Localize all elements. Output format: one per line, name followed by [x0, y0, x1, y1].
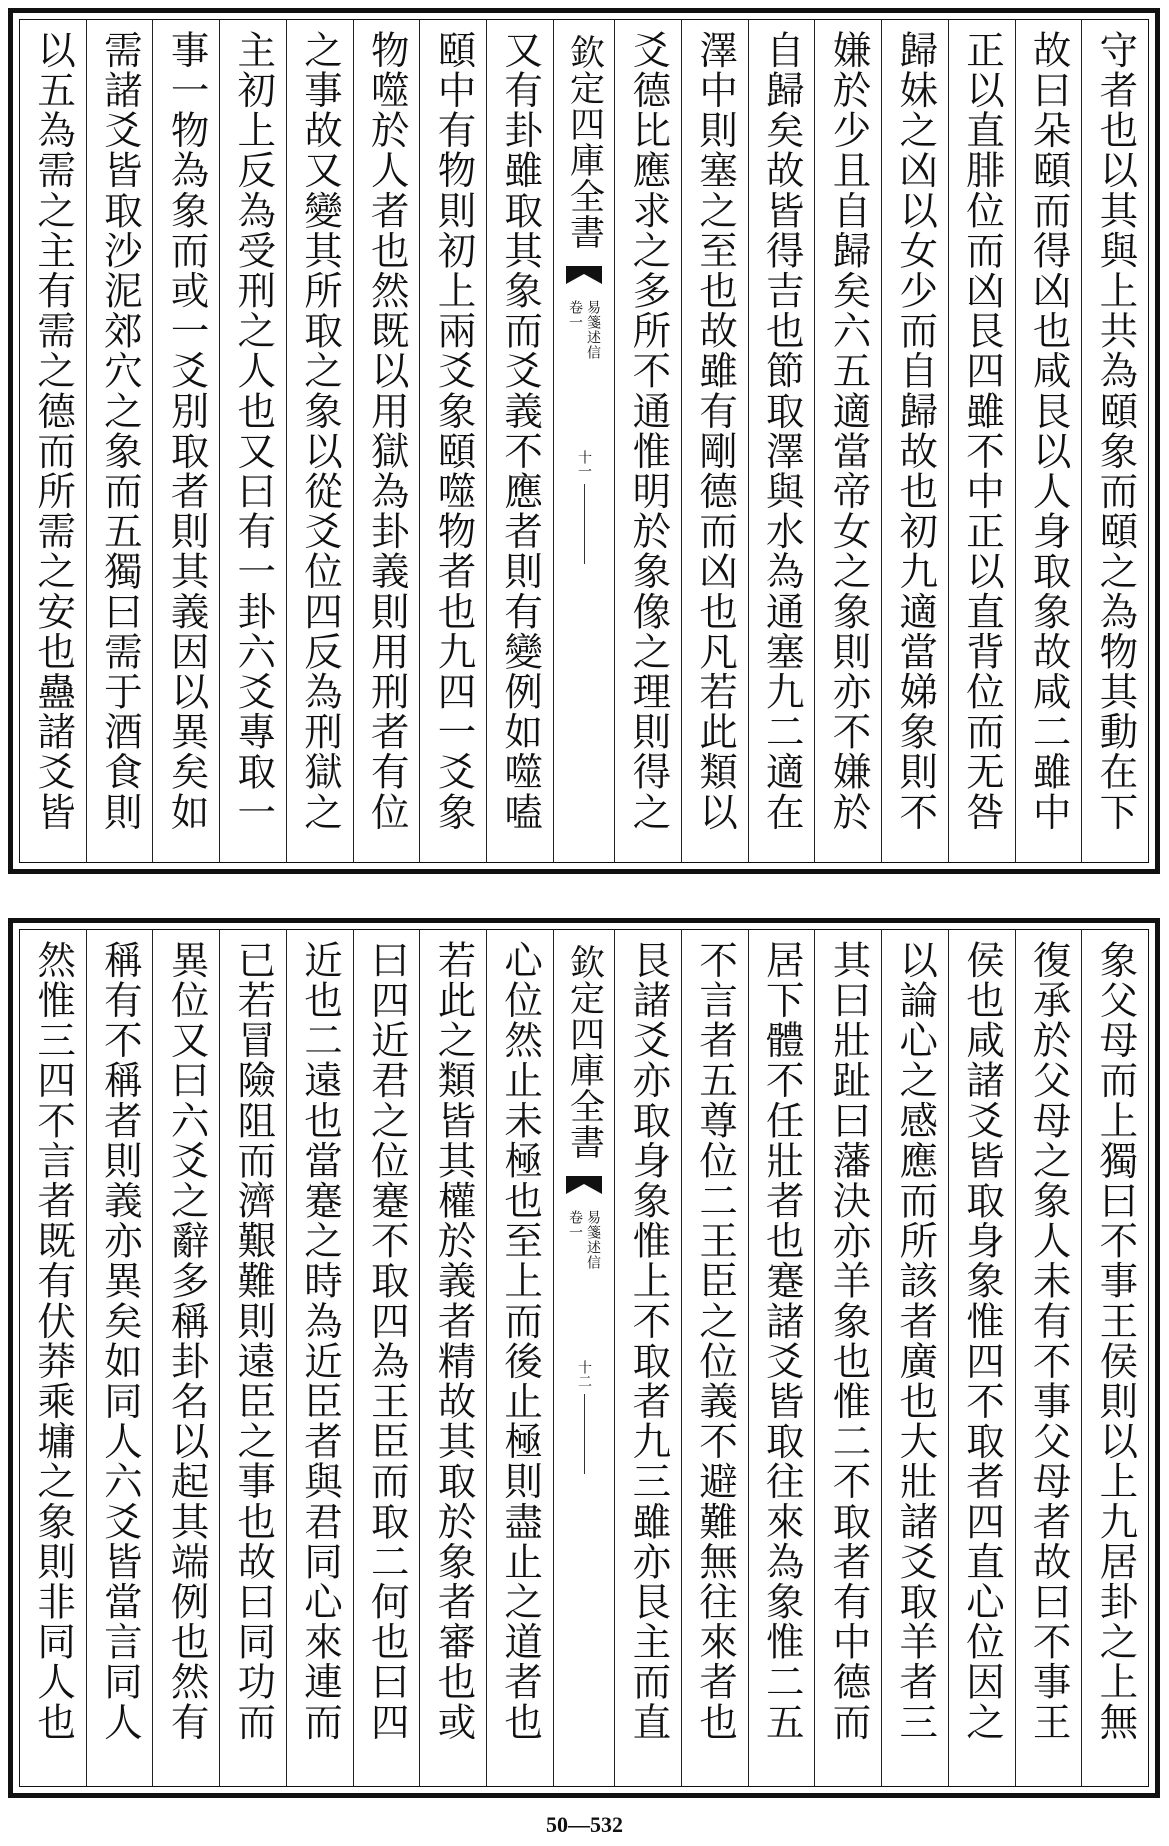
column-text: 澤中則塞之至也故雖有剛德而凶也凡若此類以 — [693, 30, 739, 832]
column-text: 居下體不任壯者也蹇諸爻皆取往來為象惟二五 — [759, 940, 805, 1742]
text-column — [814, 20, 881, 862]
column-text: 若此之類皆其權於義者精故其取於象者審也或 — [431, 940, 477, 1742]
text-column — [1015, 20, 1082, 862]
text-column — [486, 20, 553, 862]
top-page — [8, 8, 1160, 874]
column-text: 正以直腓位而凶艮四雖不中正以直背位而无咎 — [959, 30, 1005, 832]
column-text: 異位又曰六爻之辭多稱卦名以起其端例也然有 — [164, 940, 210, 1742]
text-column — [748, 930, 815, 1786]
fishtail-mark-icon — [564, 1174, 604, 1196]
center-fold-column — [553, 20, 614, 862]
column-text: 心位然止未極也至上而後止極則盡止之道者也 — [498, 940, 544, 1742]
text-column — [681, 930, 748, 1786]
column-text: 需諸爻皆取沙泥郊穴之象而五獨曰需于酒食則 — [97, 30, 143, 832]
column-text: 已若冒險阻而濟艱難則遠臣之事也故曰同功而 — [231, 940, 277, 1742]
column-text: 事一物為象而或一爻別取者則其義因以異矣如 — [164, 30, 210, 832]
text-column — [286, 20, 353, 862]
text-column — [1081, 930, 1148, 1786]
text-column — [681, 20, 748, 862]
column-text: 以五為需之主有需之德而所需之安也蠱諸爻皆 — [31, 30, 77, 832]
center-labels — [568, 300, 600, 360]
column-text: 象父母而上獨曰不事王侯則以上九居卦之上無 — [1093, 940, 1139, 1742]
book-title: 易箋述信 — [585, 1210, 602, 1270]
center-fold-column — [553, 930, 614, 1786]
text-column — [948, 930, 1015, 1786]
column-text: 又有卦雖取其象而爻義不應者則有變例如噬嗑 — [498, 30, 544, 832]
column-text: 侯也咸諸爻皆取身象惟四不取者四直心位因之 — [959, 940, 1005, 1742]
center-rule — [584, 1394, 585, 1474]
text-column — [353, 20, 420, 862]
text-column — [948, 20, 1015, 862]
column-text: 之事故又變其所取之象以從爻位四反為刑獄之 — [298, 30, 344, 832]
text-column — [614, 20, 681, 862]
page-number: 50—532 — [546, 1812, 623, 1837]
column-text: 復承於父母之象人未有不事父母者故曰不事王 — [1026, 940, 1072, 1742]
column-text: 守者也以其與上共為頤象而頤之為物其動在下 — [1093, 30, 1139, 832]
text-column — [152, 20, 219, 862]
text-column — [419, 930, 486, 1786]
volume-label: 卷一 — [567, 1210, 584, 1240]
column-text: 爻德比應求之多所不通惟明於象像之理則得之 — [626, 30, 672, 832]
text-column — [881, 20, 948, 862]
column-text: 自歸矣故皆得吉也節取澤與水為通塞九二適在 — [759, 30, 805, 832]
text-column — [20, 20, 86, 862]
center-rule — [584, 484, 585, 564]
center-labels — [568, 1210, 600, 1270]
text-column — [881, 930, 948, 1786]
text-column — [419, 20, 486, 862]
leaf-number: 十二 — [576, 1360, 593, 1388]
column-text: 頤中有物則初上兩爻象頤噬物者也九四一爻象 — [431, 30, 477, 832]
text-column — [86, 20, 153, 862]
column-text: 嫌於少且自歸矣六五適當帝女之象則亦不嫌於 — [826, 30, 872, 832]
book-title: 易箋述信 — [585, 300, 602, 360]
book-series-title: 欽定四庫全書 — [564, 944, 605, 1160]
column-text: 然惟三四不言者既有伏莽乘墉之象則非同人也 — [31, 940, 77, 1742]
column-text: 主初上反為受刑之人也又曰有一卦六爻專取一 — [231, 30, 277, 832]
fishtail-mark-icon — [564, 264, 604, 286]
text-column — [486, 930, 553, 1786]
bottom-page-frame — [19, 929, 1149, 1787]
text-column — [86, 930, 153, 1786]
column-text: 以論心之感應而所該者廣也大壯諸爻取羊者三 — [893, 940, 939, 1742]
leaf-number: 十一 — [576, 450, 593, 478]
column-text: 物噬於人者也然既以用獄為卦義則用刑者有位 — [364, 30, 410, 832]
book-series-title: 欽定四庫全書 — [564, 34, 605, 250]
text-column — [219, 20, 286, 862]
column-text: 不言者五尊位二王臣之位義不避難無往來者也 — [693, 940, 739, 1742]
text-column — [152, 930, 219, 1786]
top-page-frame — [19, 19, 1149, 863]
column-text: 艮諸爻亦取身象惟上不取者九三雖亦艮主而直 — [626, 940, 672, 1742]
column-text: 故曰朵頤而得凶也咸艮以人身取象故咸二雖中 — [1026, 30, 1072, 832]
text-column — [353, 930, 420, 1786]
text-column — [1081, 20, 1148, 862]
bottom-page — [8, 918, 1160, 1798]
volume-label: 卷一 — [567, 300, 584, 330]
column-text: 其曰壯趾曰藩決亦羊象也惟二不取者有中德而 — [826, 940, 872, 1742]
text-column — [814, 930, 881, 1786]
text-column — [219, 930, 286, 1786]
text-column — [748, 20, 815, 862]
column-text: 歸妹之凶以女少而自歸故也初九適當娣象則不 — [893, 30, 939, 832]
text-column — [20, 930, 86, 1786]
column-text: 曰四近君之位蹇不取四為王臣而取二何也曰四 — [364, 940, 410, 1742]
text-column — [614, 930, 681, 1786]
column-text: 近也二遠也當蹇之時為近臣者與君同心來連而 — [298, 940, 344, 1742]
text-column — [1015, 930, 1082, 1786]
column-text: 稱有不稱者則義亦異矣如同人六爻皆當言同人 — [97, 940, 143, 1742]
text-column — [286, 930, 353, 1786]
